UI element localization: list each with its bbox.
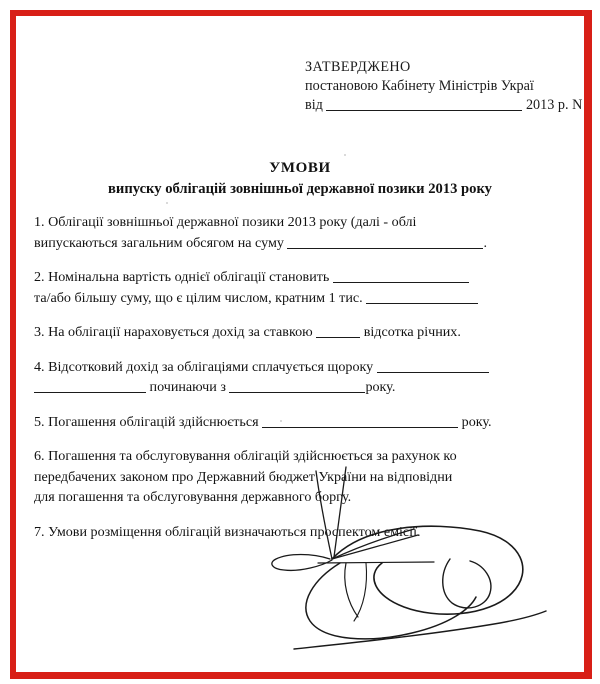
clause-5-date-blank xyxy=(262,415,458,428)
approval-date-prefix: від xyxy=(305,97,323,113)
clause-2-text-a: 2. Номінальна вартість однієї облігації становить xyxy=(34,269,330,285)
approval-heading: ЗАТВЕРДЖЕНО xyxy=(305,59,411,75)
clause-2-nominal-blank xyxy=(333,270,469,283)
document-sheet xyxy=(16,16,584,672)
clause-6 xyxy=(34,446,582,508)
clause-4-period-blank-2 xyxy=(34,380,146,393)
page-border-bottom xyxy=(10,672,592,679)
clause-5-text-b: року. xyxy=(461,413,492,430)
clause-2-text-b: та/або більшу суму, що є цілим числом, кратним 1 тис. xyxy=(34,289,363,306)
clause-4-line-2 xyxy=(34,377,582,398)
page-margin-right xyxy=(592,0,600,684)
clause-4-line-1 xyxy=(34,357,582,378)
clause-7-text: 7. Умови розміщення облігацій визначаються проспектом емісії. xyxy=(34,523,421,540)
scan-speck xyxy=(344,154,346,156)
clause-5-text-a: 5. Погашення облігацій здійснюється xyxy=(34,413,259,430)
clause-3 xyxy=(34,322,582,343)
clause-6-line-1: 6. Погашення та обслуговування облігацій здійснюється за рахунок ко xyxy=(34,448,457,464)
page-subtitle: випуску облігацій зовнішньої державної позики 2013 року xyxy=(108,181,492,197)
clause-3-text-a: 3. На облігації нараховується дохід за ставкою xyxy=(34,324,313,340)
approval-date-line xyxy=(305,96,584,115)
scan-speck xyxy=(166,202,168,204)
clause-3-rate-blank xyxy=(316,325,360,338)
clause-1 xyxy=(34,212,582,253)
clause-4-start-year-blank xyxy=(229,380,365,393)
page-border-right xyxy=(584,10,592,684)
clause-1-text-b: . xyxy=(483,234,487,251)
clause-2-line-2 xyxy=(34,288,582,309)
clause-1-amount-blank xyxy=(287,236,483,249)
approval-authority: постановою Кабінету Міністрів Украї xyxy=(305,78,534,94)
clause-1-text-a: випускаються загальним обсягом на суму xyxy=(34,234,284,251)
clause-2 xyxy=(34,267,582,308)
page-margin-bottom xyxy=(0,679,600,684)
clause-6-line-3: для погашення та обслуговування державного боргу. xyxy=(34,489,352,505)
approval-date-blank xyxy=(326,98,522,111)
approval-year: 2013 р. N xyxy=(525,97,583,113)
page-title: УМОВИ xyxy=(269,160,331,176)
clause-4-period-blank xyxy=(377,360,489,373)
clause-7 xyxy=(34,522,582,543)
clause-1-line-2 xyxy=(34,233,582,254)
approval-block xyxy=(305,58,584,115)
clause-4-text-a: 4. Відсотковий дохід за облігаціями сплачується щороку xyxy=(34,358,374,375)
title-block xyxy=(16,158,584,200)
clause-4 xyxy=(34,357,582,398)
clause-4-text-b: починаючи з xyxy=(149,379,226,395)
scan-speck xyxy=(280,420,282,422)
clause-6-line-2: передбачених законом про Державний бюджет України на відповідни xyxy=(34,468,453,485)
clause-1-line-1: 1. Облігації зовнішньої державної позики 2013 року (далі - облі xyxy=(34,214,417,230)
clause-3-text-b: відсотка річних. xyxy=(363,324,461,340)
clause-2-multiple-blank xyxy=(366,291,478,304)
clause-2-line-1 xyxy=(34,267,582,288)
clause-5 xyxy=(34,412,582,433)
clause-4-text-c: року. xyxy=(365,379,396,395)
clause-list xyxy=(34,212,582,556)
